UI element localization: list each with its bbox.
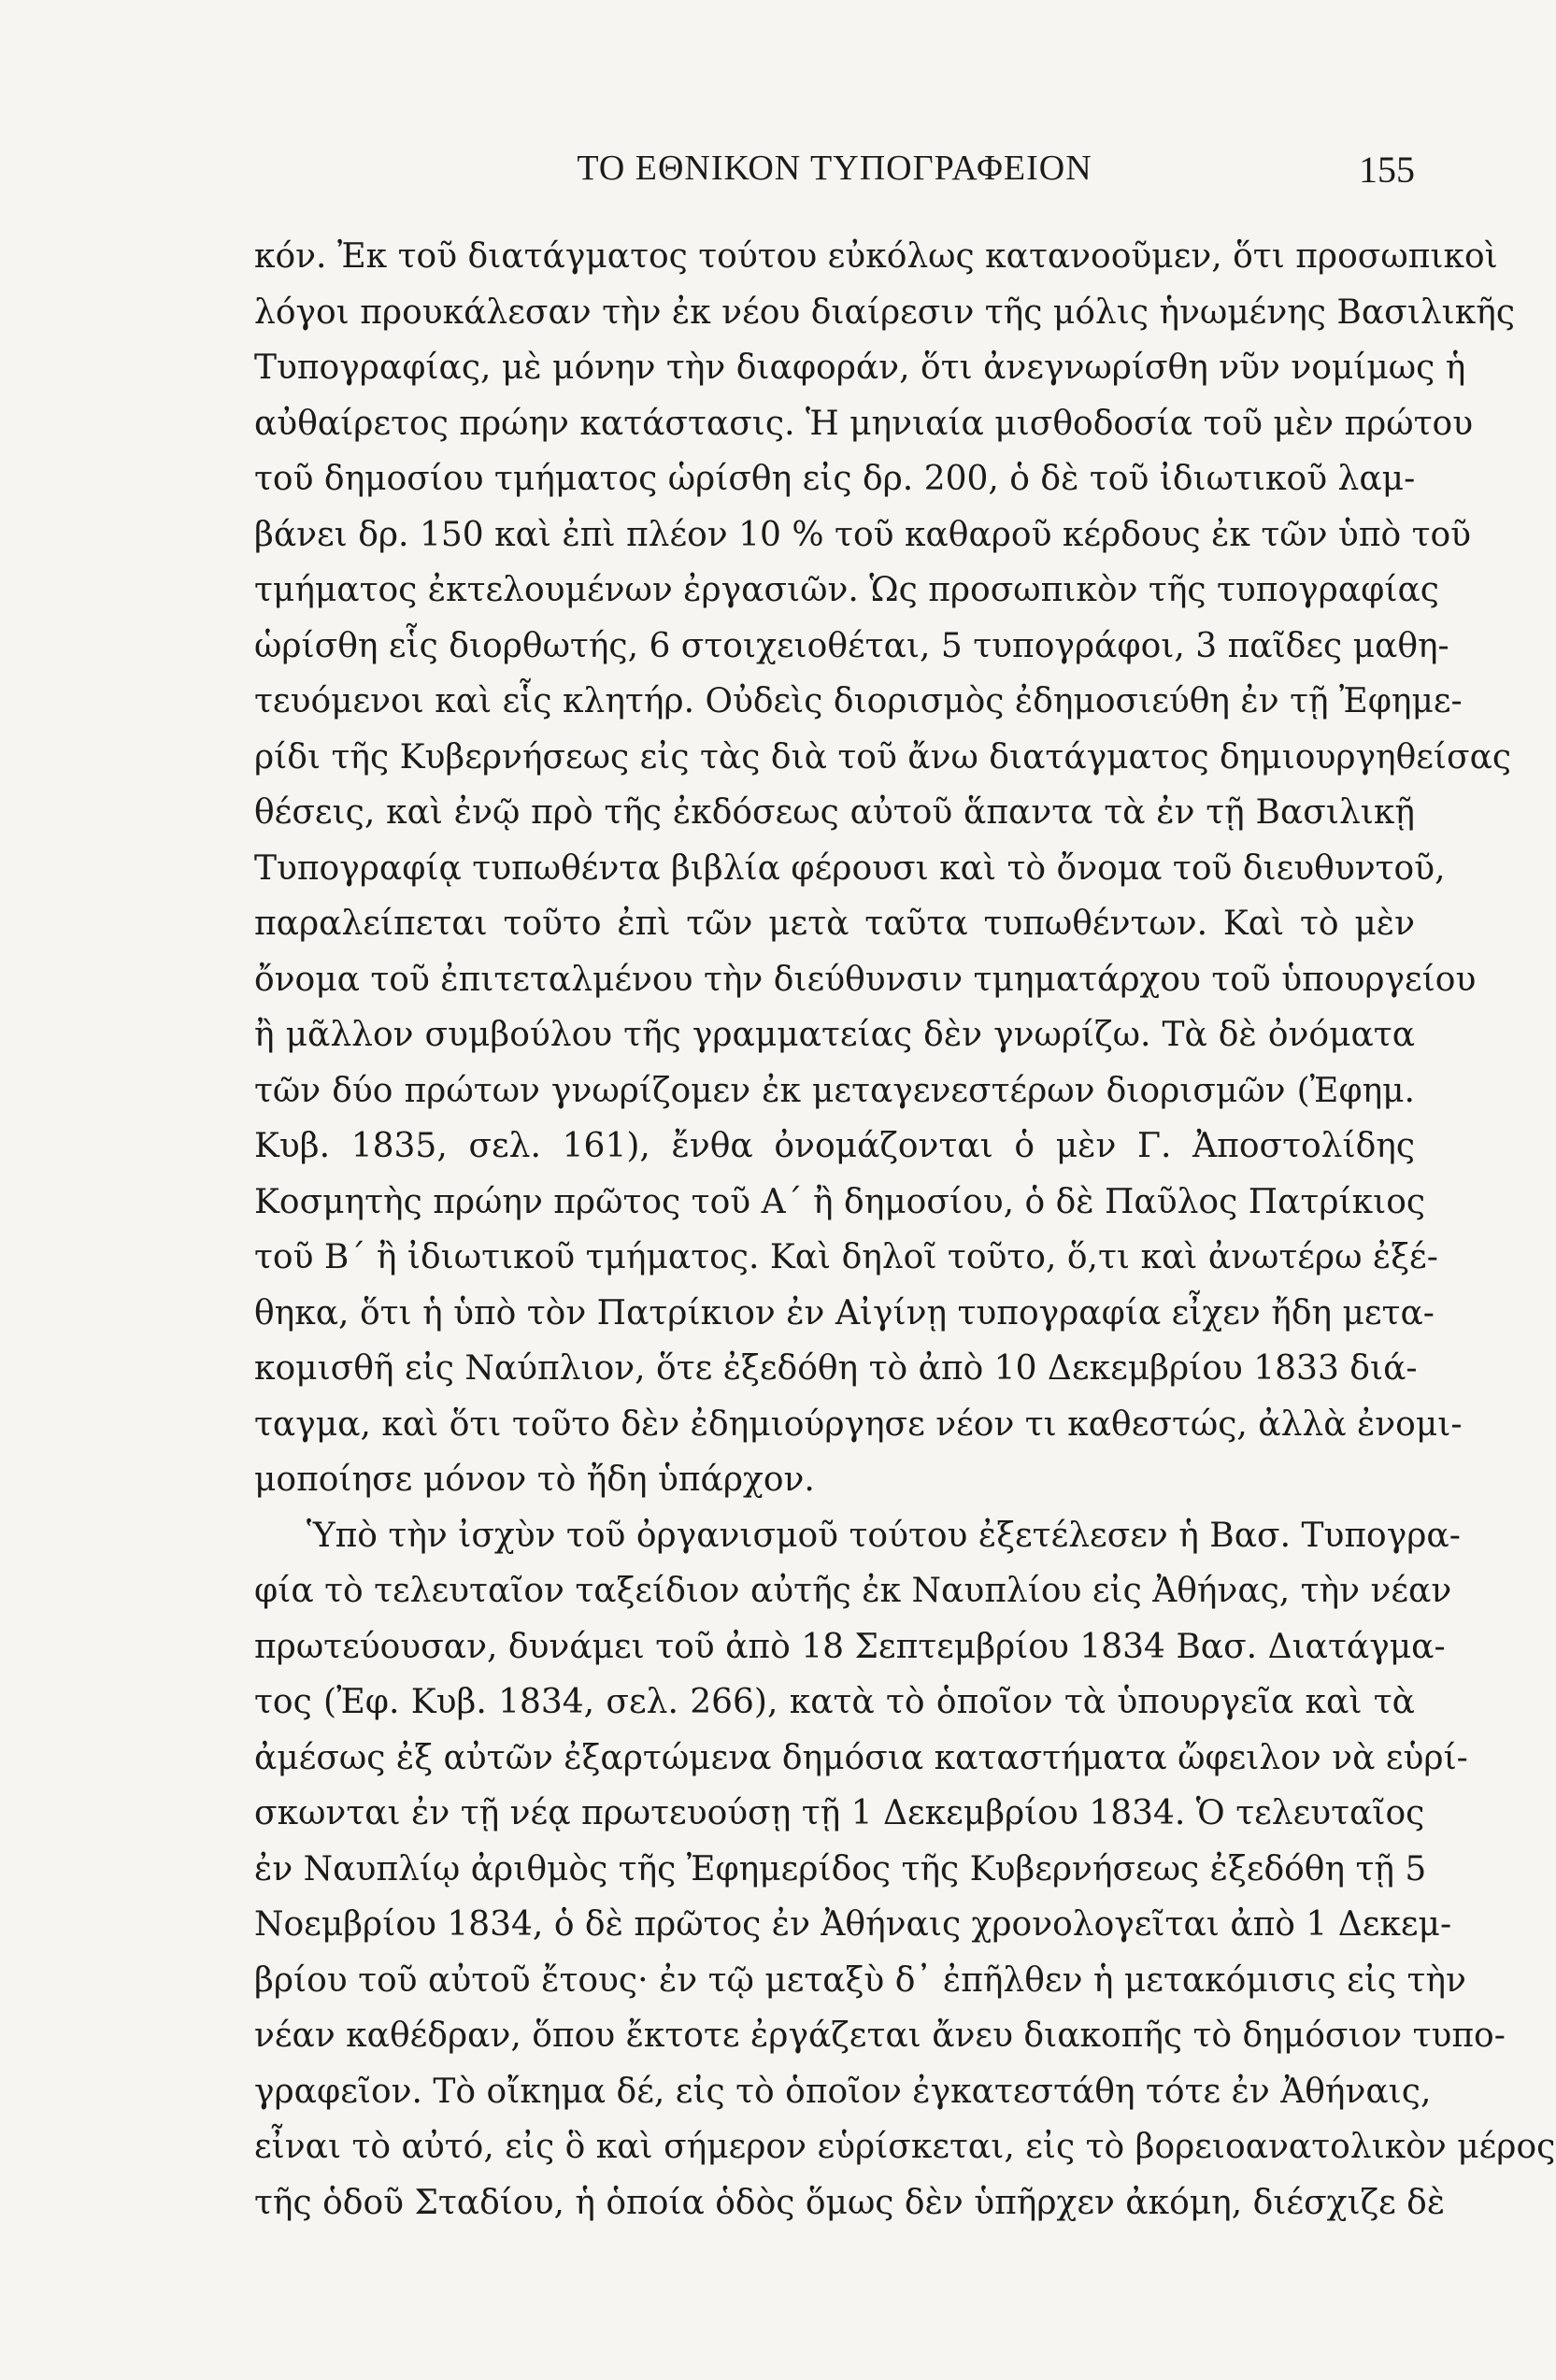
text-line: φία τὸ τελευταῖον ταξείδιον αὐτῆς ἐκ Ναυπλίου εἰς Ἀθήνας, τὴν νέαν xyxy=(254,1572,1452,1610)
text-line: Νοεμβρίου 1834, ὁ δὲ πρῶτος ἐν Ἀθήναις χρονολογεῖται ἀπὸ 1 Δεκεμ- xyxy=(254,1905,1452,1944)
text-line: τος (Ἐφ. Κυβ. 1834, σελ. 266), κατὰ τὸ ὁποῖον τὰ ὑπουργεῖα καὶ τὰ xyxy=(254,1683,1415,1721)
text-line: εἶναι τὸ αὐτό, εἰς ὃ καὶ σήμερον εὑρίσκεται, εἰς τὸ βορειοανατολικὸν μέρος xyxy=(254,2128,1556,2166)
text-line: σκωνται ἐν τῇ νέᾳ πρωτευούσῃ τῇ 1 Δεκεμβρίου 1834. Ὁ τελευταῖος xyxy=(254,1794,1425,1832)
text-line: θηκα, ὅτι ἡ ὑπὸ τὸν Πατρίκιον ἐν Αἰγίνῃ τυπογραφία εἶχεν ἤδη μετα- xyxy=(254,1293,1435,1333)
text-line: τοῦ Β΄ ἢ ἰδιωτικοῦ τμήματος. Καὶ δηλοῖ τοῦτο, ὅ,τι καὶ ἀνωτέρω ἐξέ- xyxy=(254,1238,1438,1276)
text-line: τῶν δύο πρώτων γνωρίζομεν ἐκ μεταγενεστέρων διορισμῶν (Ἐφημ. xyxy=(254,1071,1415,1110)
text-line: τευόμενοι καὶ εἷς κλητήρ. Οὐδεὶς διορισμὸς ἐδημοσιεύθη ἐν τῇ Ἐφημε- xyxy=(254,682,1463,720)
text-line: αὐθαίρετος πρώην κατάστασις. Ἡ μηνιαία μισθοδοσία τοῦ μὲν πρώτου xyxy=(254,404,1474,443)
text-line: ἢ μᾶλλον συμβούλου τῆς γραμματείας δὲν γνωρίζω. Τὰ δὲ ὀνόματα xyxy=(254,1016,1415,1054)
text-line: μοποίησε μόνον τὸ ἤδη ὑπάρχον. xyxy=(254,1461,815,1499)
text-line: Κυβ. 1835, σελ. 161), ἔνθα ὀνομάζονται ὁ μὲν Γ. Ἀποστολίδης xyxy=(254,1127,1415,1165)
text-line: Τυπογραφίας, μὲ μόνην τὴν διαφοράν, ὅτι ἀνεγνωρίσθη νῦν νομίμως ἡ xyxy=(254,349,1466,387)
text-line: ὡρίσθη εἷς διορθωτής, 6 στοιχειοθέται, 5 τυπογράφοι, 3 παῖδες μαθη- xyxy=(254,626,1449,665)
text-line: ἐν Ναυπλίῳ ἀριθμὸς τῆς Ἐφημερίδος τῆς Κυβερνήσεως ἐξεδόθη τῇ 5 xyxy=(254,1849,1427,1888)
text-line: πρωτεύουσαν, δυνάμει τοῦ ἀπὸ 18 Σεπτεμβρίου 1834 Βασ. Διατάγμα- xyxy=(254,1627,1446,1666)
text-line: βάνει δρ. 150 καὶ ἐπὶ πλέον 10 % τοῦ καθαροῦ κέρδους ἐκ τῶν ὑπὸ τοῦ xyxy=(254,515,1472,554)
text-line: τοῦ δημοσίου τμήματος ὡρίσθη εἰς δρ. 200, ὁ δὲ τοῦ ἰδιωτικοῦ λαμ- xyxy=(254,460,1416,498)
page-header xyxy=(254,148,1415,204)
paragraph xyxy=(254,1508,1556,2231)
text-line: λόγοι προυκάλεσαν τὴν ἐκ νέου διαίρεσιν τῆς μόλις ἡνωμένης Βασιλικῆς xyxy=(254,292,1515,332)
text-line: τμήματος ἐκτελουμένων ἐργασιῶν. Ὡς προσωπικὸν τῆς τυπογραφίας xyxy=(254,571,1439,609)
text-line: γραφεῖον. Τὸ οἴκημα δέ, εἰς τὸ ὁποῖον ἐγκατεστάθη τότε ἐν Ἀθήναις, xyxy=(254,2072,1432,2111)
text-line: ὄνομα τοῦ ἐπιτεταλμένου τὴν διεύθυνσιν τμηματάρχου τοῦ ὑπουργείου xyxy=(254,960,1477,999)
text-line: ταγμα, καὶ ὅτι τοῦτο δὲν ἐδημιούργησε νέον τι καθεστώς, ἀλλὰ ἐνομι- xyxy=(254,1404,1463,1444)
text-line: Τυπογραφίᾳ τυπωθέντα βιβλία φέρουσι καὶ τὸ ὄνομα τοῦ διευθυντοῦ, xyxy=(254,848,1446,888)
text-line: ρίδι τῆς Κυβερνήσεως εἰς τὰς διὰ τοῦ ἄνω διατάγματος δημιουργηθείσας xyxy=(254,737,1512,777)
text-line: ἀμέσως ἐξ αὐτῶν ἐξαρτώμενα δημόσια καταστήματα ὤφειλον νὰ εὑρί- xyxy=(254,1738,1468,1777)
text-line: κόν. Ἐκ τοῦ διατάγματος τούτου εὐκόλως κατανοοῦμεν, ὅτι προσωπικοὶ xyxy=(254,237,1498,276)
text-line: θέσεις, καὶ ἐνῷ πρὸ τῆς ἐκδόσεως αὐτοῦ ἅπαντα τὰ ἐν τῇ Βασιλικῇ xyxy=(254,793,1415,832)
text-line: Ὑπὸ τὴν ἰσχὺν τοῦ ὀργανισμοῦ τούτου ἐξετέλεσεν ἡ Βασ. Τυπογρα- xyxy=(307,1516,1461,1555)
text-line: βρίου τοῦ αὐτοῦ ἔτους· ἐν τῷ μεταξὺ δ᾽ ἐπῆλθεν ἡ μετακόμισις εἰς τὴν xyxy=(254,1960,1466,2000)
text-line: παραλείπεται τοῦτο ἐπὶ τῶν μετὰ ταῦτα τυπωθέντων. Καὶ τὸ μὲν xyxy=(254,905,1415,943)
body-text xyxy=(254,229,1556,2230)
paragraph xyxy=(254,229,1515,1508)
text-line: τῆς ὁδοῦ Σταδίου, ἡ ὁποία ὁδὸς ὅμως δὲν ὑπῆρχεν ἀκόμη, διέσχιζε δὲ xyxy=(254,2183,1446,2222)
text-line: νέαν καθέδραν, ὅπου ἔκτοτε ἐργάζεται ἄνευ διακοπῆς τὸ δημόσιον τυπο- xyxy=(254,2017,1506,2055)
running-title: ΤΟ ΕΘΝΙΚΟΝ ΤΥΠΟΓΡΑΦΕΙΟΝ xyxy=(577,149,1092,188)
text-line: Κοσμητὴς πρώην πρῶτος τοῦ Α΄ ἢ δημοσίου, ὁ δὲ Παῦλος Πατρίκιος xyxy=(254,1182,1426,1221)
text-line: κομισθῆ εἰς Ναύπλιον, ὅτε ἐξεδόθη τὸ ἀπὸ 10 Δεκεμβρίου 1833 διά- xyxy=(254,1349,1418,1388)
page-number: 155 xyxy=(1359,149,1415,191)
